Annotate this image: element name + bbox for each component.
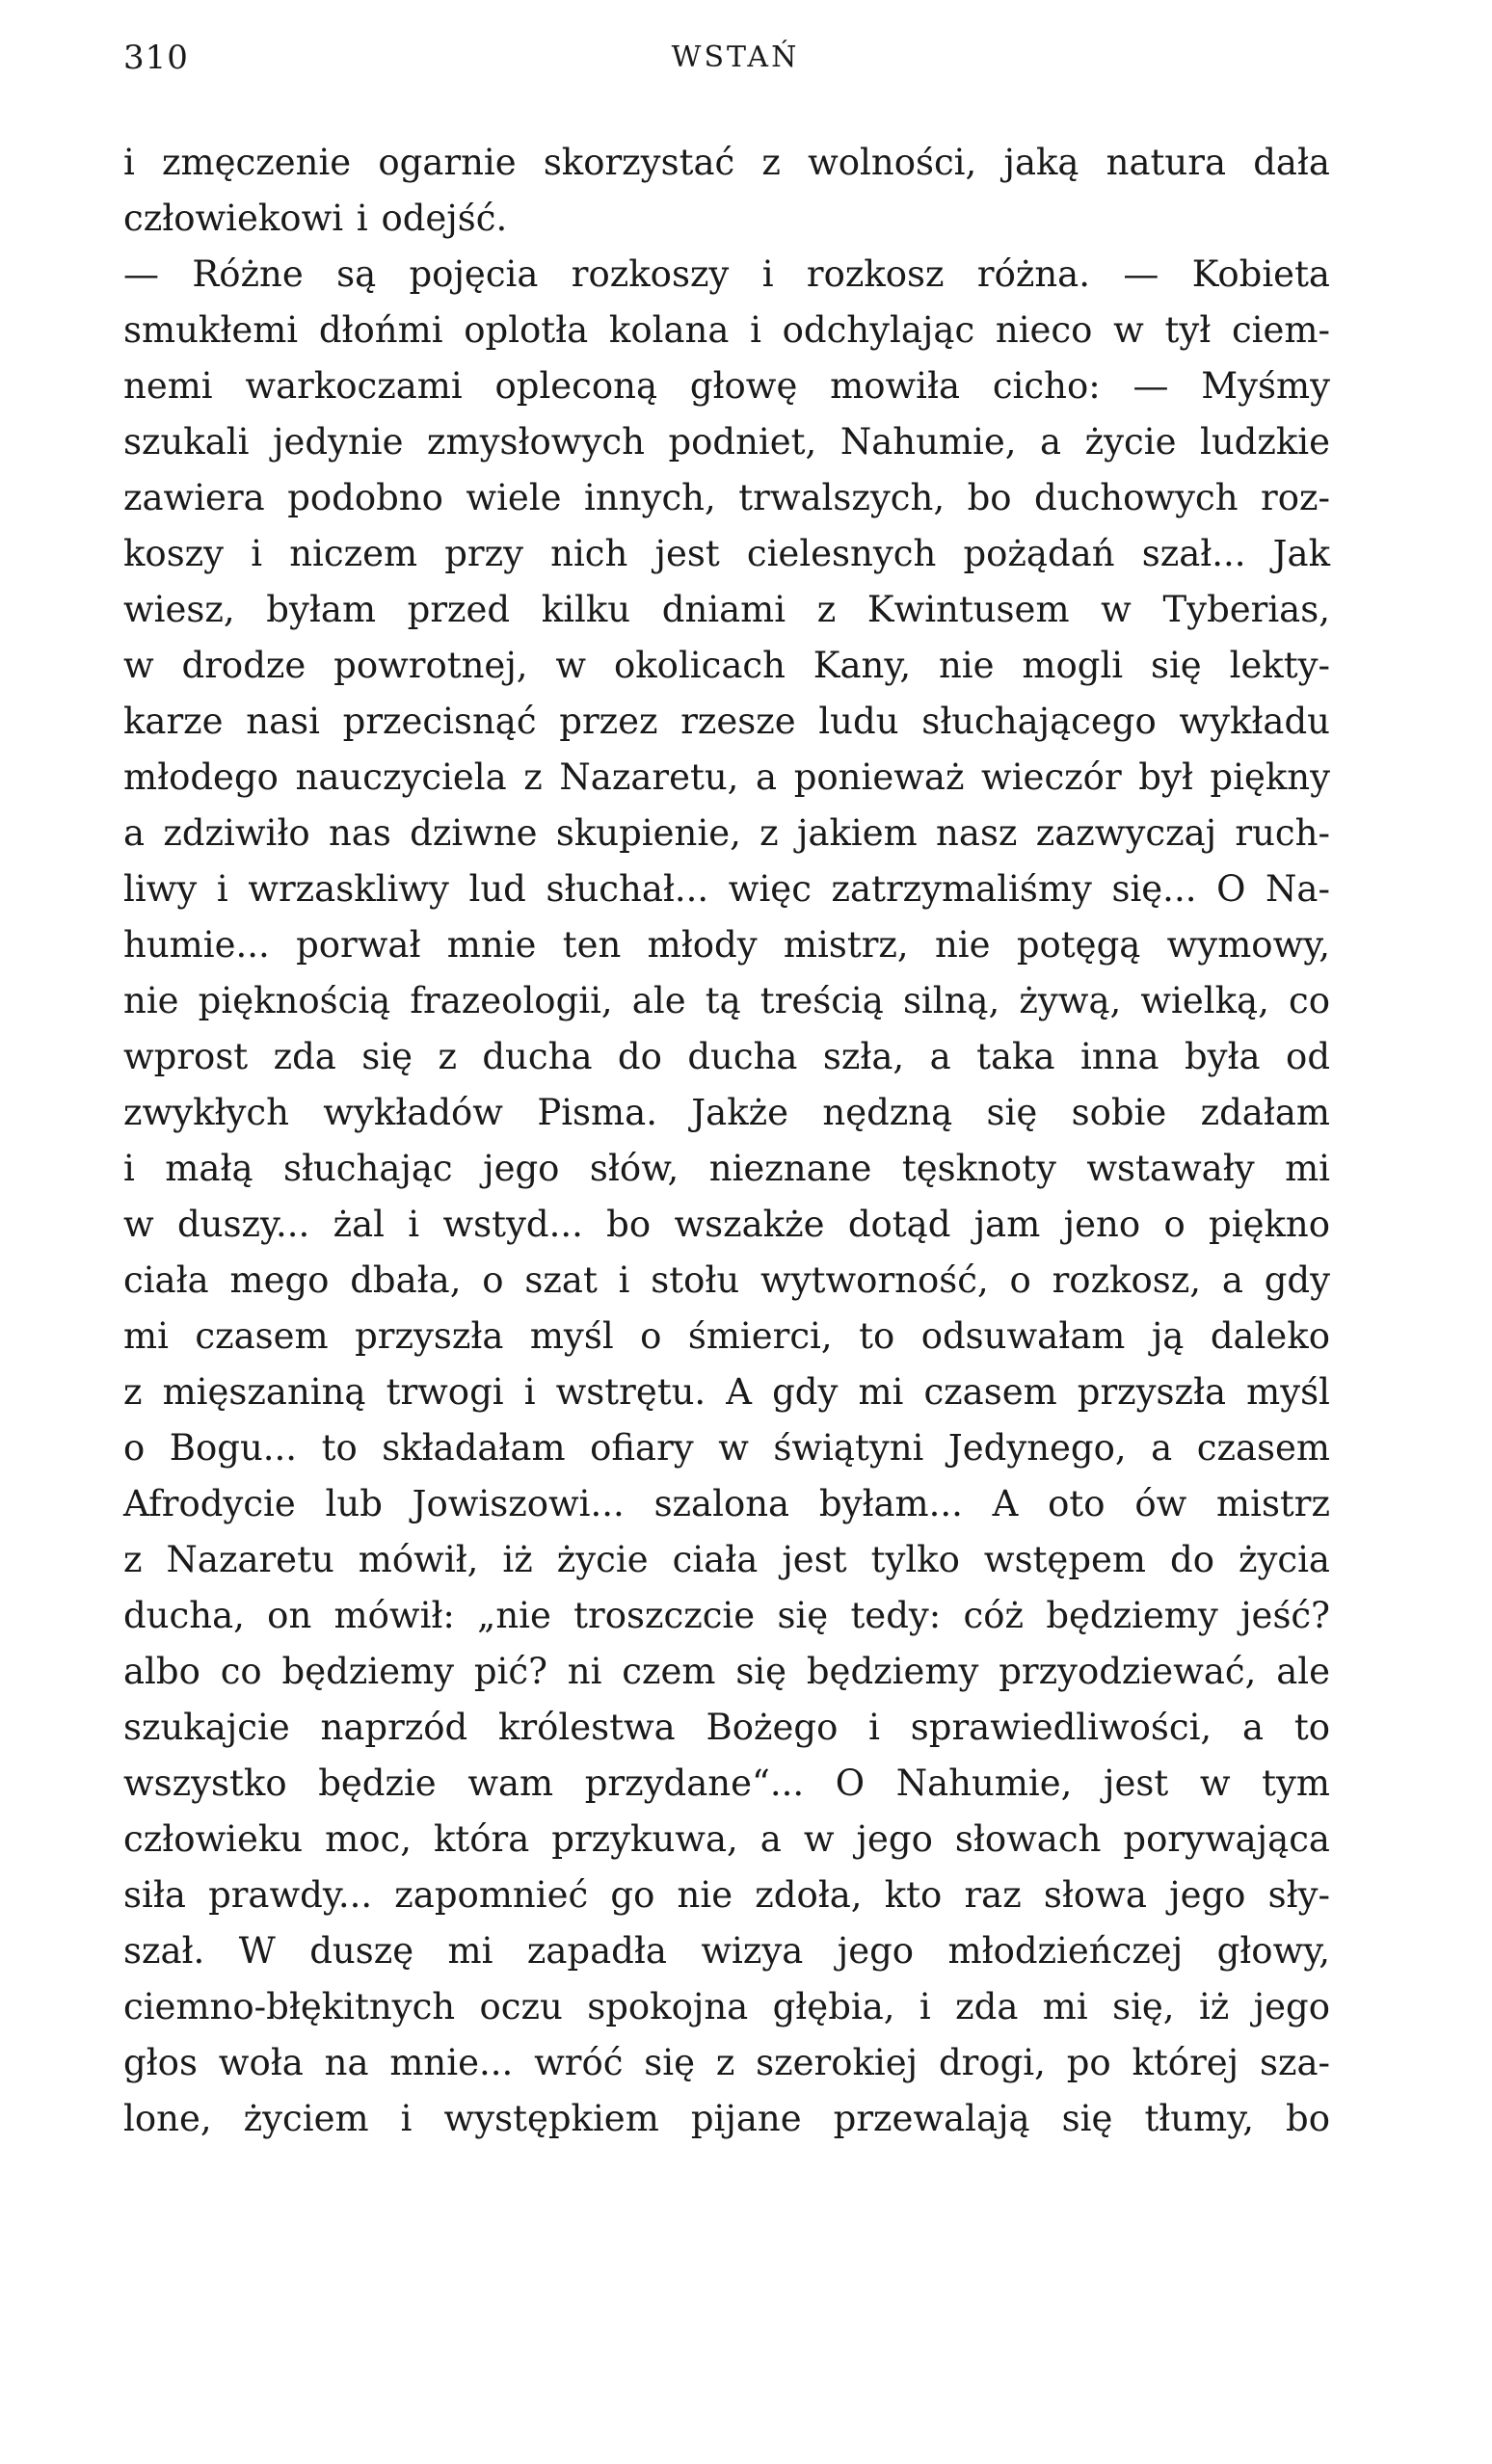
text-line: liwy i wrzaskliwy lud słuchał... więc zatrzymaliśmy się... O Na-	[123, 868, 1330, 910]
page-number: 310	[123, 39, 189, 77]
text-line: wprost zda się z ducha do ducha szła, a taka inna była od	[123, 1036, 1330, 1077]
text-line: albo co będziemy pić? ni czem się będziemy przyodziewać, ale	[123, 1651, 1330, 1692]
text-line: nie pięknością frazeologii, ale tą treścią silną, żywą, wielką, co	[123, 980, 1330, 1021]
text-line: człowieku moc, która przykuwa, a w jego słowach porywająca	[123, 1818, 1330, 1860]
text-line: koszy i niczem przy nich jest cielesnych pożądań szał... Jak	[123, 533, 1330, 574]
text-line: a zdziwiło nas dziwne skupienie, z jakiem nasz zazwyczaj ruch-	[123, 812, 1330, 854]
text-line: człowiekowi i odejść.	[123, 198, 508, 239]
text-line: zwykłych wykładów Pisma. Jakże nędzną się sobie zdałam	[123, 1092, 1330, 1133]
text-line: i małą słuchając jego słów, nieznane tęsknoty wstawały mi	[123, 1148, 1330, 1189]
text-line: w drodze powrotnej, w okolicach Kany, nie mogli się lekty-	[123, 645, 1330, 686]
text-line: zawiera podobno wiele innych, trwalszych, bo duchowych roz-	[123, 477, 1330, 518]
text-line: ciała mego dbała, o szat i stołu wytworność, o rozkosz, a gdy	[123, 1259, 1330, 1301]
running-title: WSTAŃ	[671, 40, 800, 74]
text-line: z Nazaretu mówił, iż życie ciała jest tylko wstępem do życia	[123, 1539, 1330, 1580]
text-line: o Bogu... to składałam ofiary w świątyni Jedynego, a czasem	[123, 1427, 1330, 1469]
text-line: szukali jedynie zmysłowych podniet, Nahumie, a życie ludzkie	[123, 421, 1330, 463]
text-line: mi czasem przyszła myśl o śmierci, to odsuwałam ją daleko	[123, 1315, 1330, 1357]
text-line: siła prawdy... zapomnieć go nie zdoła, kto raz słowa jego sły-	[123, 1874, 1330, 1916]
text-line: karze nasi przecisnąć przez rzesze ludu słuchającego wykładu	[123, 701, 1330, 742]
running-head	[123, 39, 1347, 87]
text-line: humie... porwał mnie ten młody mistrz, nie potęgą wymowy,	[123, 924, 1330, 966]
text-line: Afrodycie lub Jowiszowi... szalona byłam... A oto ów mistrz	[123, 1483, 1330, 1524]
text-line: — Różne są pojęcia rozkoszy i rozkosz różna. — Kobieta	[123, 253, 1330, 295]
text-line: głos woła na mnie... wróć się z szerokiej drogi, po której sza-	[123, 2042, 1330, 2083]
text-line: wszystko będzie wam przydane“... O Nahumie, jest w tym	[123, 1762, 1330, 1804]
text-line: lone, życiem i występkiem pijane przewalają się tłumy, bo	[123, 2098, 1330, 2139]
text-line: ducha, on mówił: „nie troszczcie się tedy: cóż będziemy jeść?	[123, 1595, 1330, 1636]
text-line: młodego nauczyciela z Nazaretu, a ponieważ wieczór był piękny	[123, 756, 1330, 798]
text-line: nemi warkoczami opleconą głowę mowiła cicho: — Myśmy	[123, 365, 1330, 407]
text-line: i zmęczenie ogarnie skorzystać z wolności, jaką natura dała	[123, 142, 1330, 183]
text-line: wiesz, byłam przed kilku dniami z Kwintusem w Tyberias,	[123, 589, 1330, 630]
text-line: w duszy... żal i wstyd... bo wszakże dotąd jam jeno o piękno	[123, 1204, 1330, 1245]
text-line: smukłemi dłońmi oplotła kolana i odchylając nieco w tył ciem-	[123, 309, 1330, 351]
text-line: szał. W duszę mi zapadła wizya jego młodzieńczej głowy,	[123, 1930, 1330, 1972]
text-line: z mięszaniną trwogi i wstrętu. A gdy mi czasem przyszła myśl	[123, 1371, 1330, 1413]
text-line: szukajcie naprzód królestwa Bożego i sprawiedliwości, a to	[123, 1707, 1330, 1748]
body-text	[123, 135, 1330, 2147]
text-line: ciemno-błękitnych oczu spokojna głębia, i zda mi się, iż jego	[123, 1986, 1330, 2027]
